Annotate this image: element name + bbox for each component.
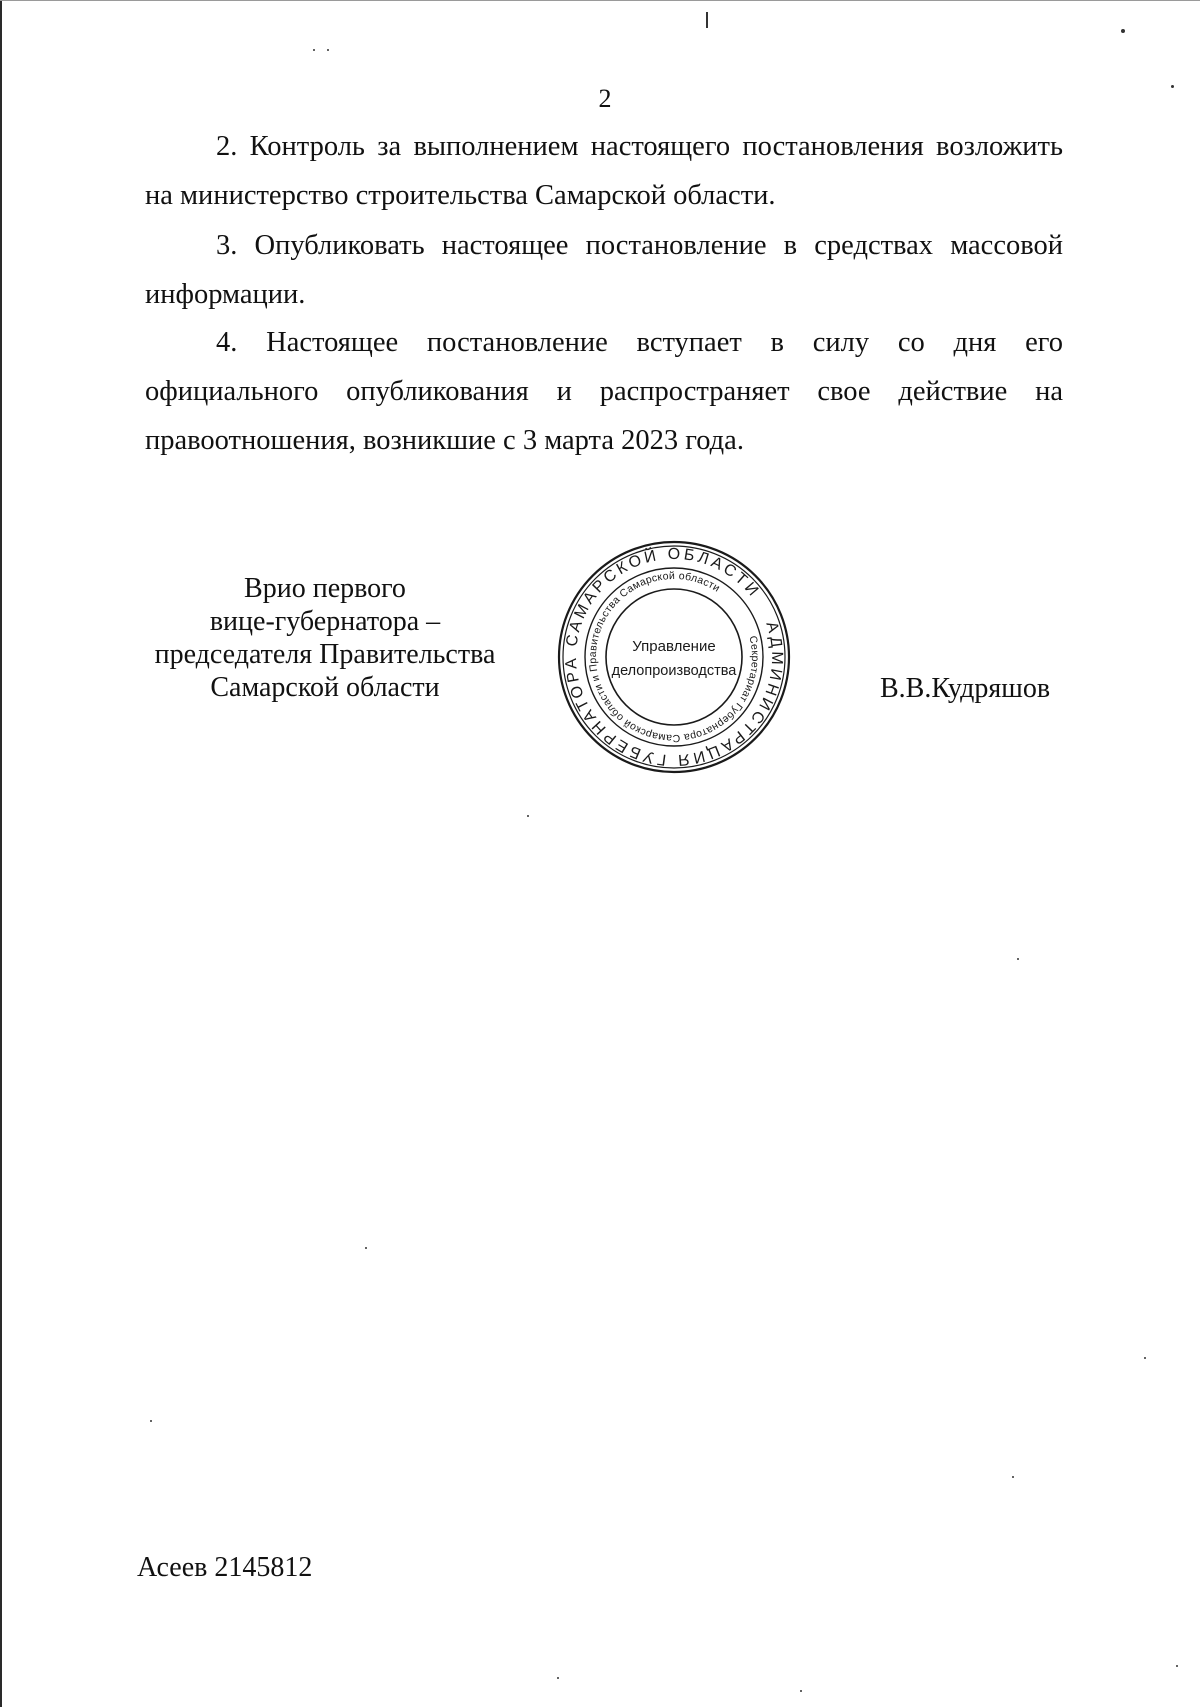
stamp-center-line-2: делопроизводства bbox=[611, 663, 737, 679]
scan-speck bbox=[1144, 1357, 1146, 1359]
scan-speck bbox=[557, 1677, 559, 1679]
scan-speck bbox=[1176, 1665, 1178, 1667]
paragraph-effective-date: 4. Настоящее постановление вступает в силу со дня его официального опубликования и распространяет свое действие на правоотношения, возникшие с 3 марта 2023 года. bbox=[145, 327, 1063, 456]
scan-left-edge bbox=[0, 0, 2, 1707]
scan-speck bbox=[327, 49, 329, 51]
signatory-position-line: Самарской области bbox=[210, 672, 440, 703]
stamp-outer-text: АДМИНИСТРАЦИЯ ГУБЕРНАТОРА САМАРСКОЙ ОБЛАСТИ bbox=[562, 545, 786, 769]
scan-speck bbox=[365, 1247, 367, 1249]
scan-top-edge bbox=[0, 0, 1200, 1]
paragraph-control: 2. Контроль за выполнением настоящего постановления возложить на министерство строительства Самарской области. bbox=[145, 131, 1063, 211]
signatory-position-line: вице-губернатора – bbox=[209, 606, 441, 637]
stamp-center-line-1: Управление bbox=[632, 638, 716, 655]
executor-contact: Асеев 2145812 bbox=[137, 1552, 313, 1583]
scan-speck bbox=[527, 815, 529, 817]
signatory-position-line: председателя Правительства bbox=[154, 639, 496, 670]
scan-speck bbox=[1171, 85, 1174, 88]
scan-mark bbox=[706, 12, 708, 28]
page-number: 2 bbox=[598, 84, 612, 113]
scan-speck bbox=[1012, 1476, 1014, 1478]
paragraph-publish: 3. Опубликовать настоящее постановление в средствах массовой информации. bbox=[145, 230, 1063, 310]
stamp-middle-text: Секретариат Губернатора Самарской области и Правительства Самарской области bbox=[586, 569, 762, 745]
scan-speck bbox=[313, 49, 315, 51]
scan-speck bbox=[1017, 958, 1019, 960]
signatory-position bbox=[140, 572, 510, 704]
official-seal-stamp bbox=[554, 537, 794, 777]
signatory-name: В.В.Кудряшов bbox=[880, 673, 1051, 704]
scan-speck bbox=[150, 1420, 152, 1422]
scan-speck bbox=[800, 1690, 802, 1692]
scan-speck bbox=[1121, 29, 1125, 33]
signatory-position-line: Врио первого bbox=[244, 573, 406, 604]
